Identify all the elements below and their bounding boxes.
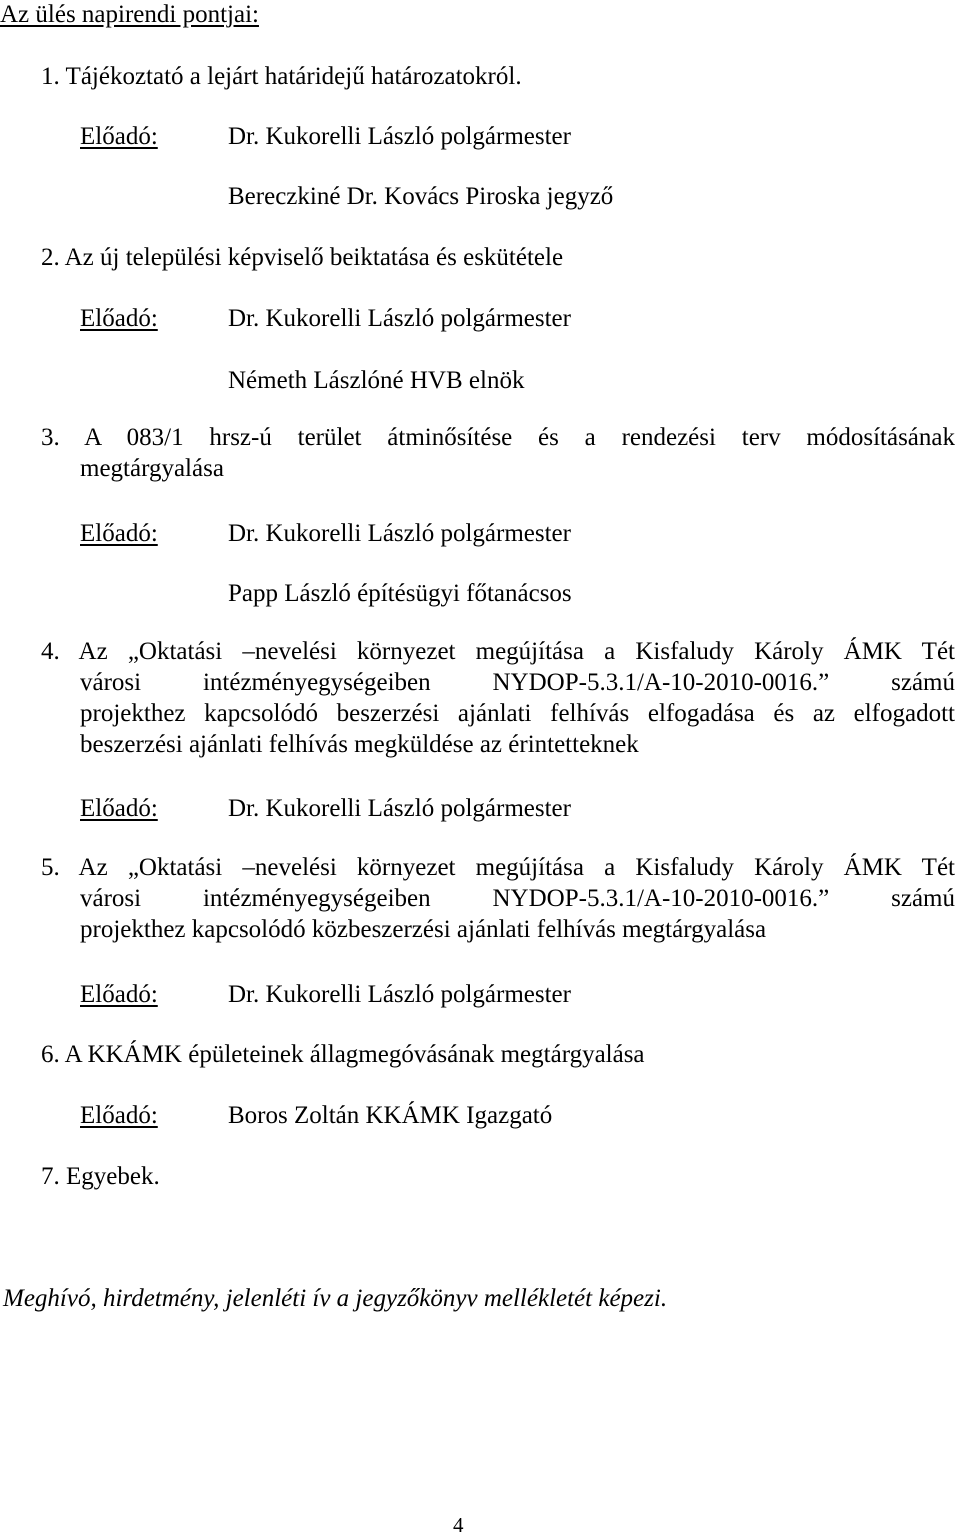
- agenda-item-4-title: [41, 636, 955, 760]
- agenda-item-1-title: 1. Tájékoztató a lejárt határidejű határozatokról.: [41, 63, 522, 90]
- agenda-item-4-presenter-label: Előadó:: [80, 795, 158, 822]
- agenda-item-2-title: 2. Az új települési képviselő beiktatása és eskütétele: [41, 244, 564, 271]
- agenda-item-6-presenter-label: Előadó:: [80, 1102, 158, 1129]
- agenda-item-1-presenter-2: Bereczkiné Dr. Kovács Piroska jegyző: [228, 183, 614, 210]
- agenda-item-4-presenter-1: Dr. Kukorelli László polgármester: [228, 795, 571, 822]
- agenda-heading: Az ülés napirendi pontjai:: [0, 1, 259, 28]
- agenda-item-3-presenter-2: Papp László építésügyi főtanácsos: [228, 580, 572, 607]
- agenda-item-5-title-line-1: 5. Az „Oktatási –nevelési környezet megújítása a Kisfaludy Károly ÁMK Tét: [41, 854, 955, 881]
- page-number: 4: [453, 1513, 464, 1537]
- agenda-item-2-presenter-1: Dr. Kukorelli László polgármester: [228, 305, 571, 332]
- agenda-item-4-title-line-4: beszerzési ajánlati felhívás megküldése az érintetteknek: [80, 731, 639, 758]
- agenda-item-1-presenter-1: Dr. Kukorelli László polgármester: [228, 123, 571, 150]
- agenda-item-4-title-line-2: városi intézményegységeiben NYDOP-5.3.1/A-10-2010-0016.” számú: [80, 669, 955, 696]
- agenda-item-3-presenter-1: Dr. Kukorelli László polgármester: [228, 520, 571, 547]
- agenda-item-7-title: 7. Egyebek.: [41, 1163, 160, 1190]
- agenda-item-5-title-line-2: városi intézményegységeiben NYDOP-5.3.1/A-10-2010-0016.” számú: [80, 885, 955, 912]
- agenda-item-3-title: [41, 422, 955, 484]
- agenda-item-3-presenter-label: Előadó:: [80, 520, 158, 547]
- agenda-item-4-title-line-3: projekthez kapcsolódó beszerzési ajánlati felhívás elfogadása és az elfogadott: [80, 700, 955, 727]
- agenda-item-5-presenter-label: Előadó:: [80, 981, 158, 1008]
- agenda-item-6-title: 6. A KKÁMK épületeinek állagmegóvásának megtárgyalása: [41, 1041, 645, 1068]
- agenda-item-2-presenter-label: Előadó:: [80, 305, 158, 332]
- agenda-item-5-title: [41, 852, 955, 945]
- agenda-item-4-title-line-1: 4. Az „Oktatási –nevelési környezet megújítása a Kisfaludy Károly ÁMK Tét: [41, 638, 955, 665]
- agenda-item-6-presenter-1: Boros Zoltán KKÁMK Igazgató: [228, 1102, 553, 1129]
- agenda-item-1-presenter-label: Előadó:: [80, 123, 158, 150]
- agenda-item-3-title-line-1: 3. A 083/1 hrsz-ú terület átminősítése és a rendezési terv módosításának: [41, 424, 955, 451]
- agenda-item-3-title-line-2: megtárgyalása: [80, 455, 224, 482]
- agenda-item-2-presenter-2: Németh Lászlóné HVB elnök: [228, 367, 525, 394]
- agenda-item-5-presenter-1: Dr. Kukorelli László polgármester: [228, 981, 571, 1008]
- attachments-note: Meghívó, hirdetmény, jelenléti ív a jegyzőkönyv mellékletét képezi.: [3, 1285, 668, 1312]
- agenda-item-5-title-line-3: projekthez kapcsolódó közbeszerzési ajánlati felhívás megtárgyalása: [80, 916, 767, 943]
